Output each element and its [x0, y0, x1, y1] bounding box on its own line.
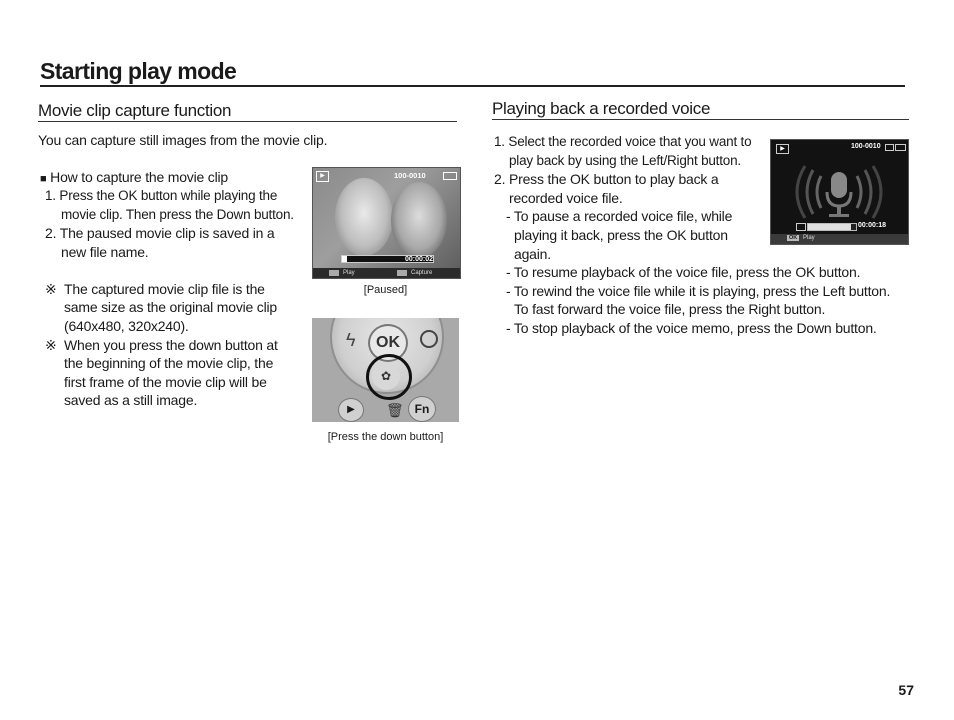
- step-2-line-a: 2. The paused movie clip is saved in a: [45, 225, 275, 241]
- voice-step-1-line-b: play back by using the Left/Right button.: [509, 153, 741, 168]
- playback-mode-icon: ▶: [776, 144, 789, 154]
- voice-time: 00:00:18: [858, 222, 887, 229]
- page-title: Starting play mode: [40, 58, 905, 87]
- person-face-right: [391, 182, 447, 258]
- note-1-line-a: The captured movie clip file is the: [64, 281, 265, 297]
- paused-movie-screen: [312, 167, 461, 279]
- down-key-icon: [397, 270, 407, 276]
- voice-detail-4: - To stop playback of the voice memo, press the Down button.: [506, 320, 877, 336]
- note-2-line-b: the beginning of the movie clip, the: [64, 355, 274, 371]
- voice-detail-3-line-b: To fast forward the voice file, press the Right button.: [514, 301, 826, 317]
- step-1-line-b: movie clip. Then press the Down button.: [61, 207, 294, 222]
- voice-bottom-bar: [771, 234, 908, 244]
- voice-playback-screen: [770, 139, 909, 245]
- stop-indicator-icon: [796, 223, 806, 231]
- note-1-line-c: (640x480, 320x240).: [64, 318, 189, 334]
- voice-detail-2: - To resume playback of the voice file, press the OK button.: [506, 264, 861, 280]
- microphone-sound-icon: [789, 162, 889, 222]
- note-2-line-c: first frame of the movie clip will be: [64, 374, 267, 390]
- bullet-square-icon: ■: [40, 173, 47, 185]
- voice-detail-1-line-b: playing it back, press the OK button: [514, 227, 728, 243]
- file-number: 100-0010: [394, 171, 426, 180]
- how-to-heading: [40, 168, 228, 189]
- play-button: ▶: [338, 398, 364, 422]
- highlight-circle: [366, 354, 412, 400]
- macro-down-button: ✿: [372, 362, 400, 390]
- voice-step-2-line-b: recorded voice file.: [509, 190, 623, 206]
- play-label: Play: [803, 235, 815, 241]
- playback-mode-icon: ▶: [316, 171, 329, 182]
- ok-key-label: OK: [789, 235, 798, 241]
- movie-time: 00:00:02: [404, 256, 433, 263]
- battery-icon: [443, 172, 457, 180]
- caption-press-down: [Press the down button]: [327, 431, 444, 443]
- self-timer-icon: [420, 330, 438, 348]
- voice-progress-bar: [807, 223, 857, 231]
- voice-detail-3-line-a: - To rewind the voice file while it is playing, press the Left button.: [506, 283, 891, 299]
- voice-detail-1-line-a: - To pause a recorded voice file, while: [506, 208, 733, 224]
- camera-button-pad: [312, 318, 459, 422]
- voice-file-icon: [885, 144, 894, 151]
- step-2-line-b: new file name.: [61, 244, 149, 260]
- note-2-line-d: saved as a still image.: [64, 392, 198, 408]
- person-face-left: [335, 178, 393, 256]
- section-heading-movie-capture: Movie clip capture function: [38, 101, 457, 122]
- note-2-line-a: When you press the down button at: [64, 337, 278, 353]
- intro-text: You can capture still images from the movie clip.: [38, 132, 328, 148]
- battery-icon: [895, 144, 906, 151]
- voice-step-1-line-a: 1. Select the recorded voice that you want to: [494, 134, 752, 149]
- page-number: 57: [898, 682, 914, 698]
- note-mark-icon: ※: [45, 281, 57, 297]
- capture-label: Capture: [411, 270, 433, 276]
- ok-key-icon: [329, 270, 339, 276]
- trash-icon: 🗑: [386, 402, 404, 418]
- play-label: Play: [343, 270, 355, 276]
- ok-button: OK: [368, 324, 408, 362]
- caption-paused: [Paused]: [363, 284, 408, 296]
- section-heading-recorded-voice: Playing back a recorded voice: [492, 99, 909, 120]
- voice-step-2-line-a: 2. Press the OK button to play back a: [494, 171, 719, 187]
- step-1-line-a: 1. Press the OK button while playing the: [45, 188, 278, 203]
- note-mark-icon: ※: [45, 337, 57, 353]
- how-to-label: How to capture the movie clip: [50, 169, 228, 185]
- file-number: 100-0010: [851, 143, 881, 150]
- voice-detail-1-line-c: again.: [514, 246, 551, 262]
- flash-icon: ϟ: [346, 330, 356, 350]
- fn-button: Fn: [408, 396, 436, 422]
- note-1-line-b: same size as the original movie clip: [64, 299, 278, 315]
